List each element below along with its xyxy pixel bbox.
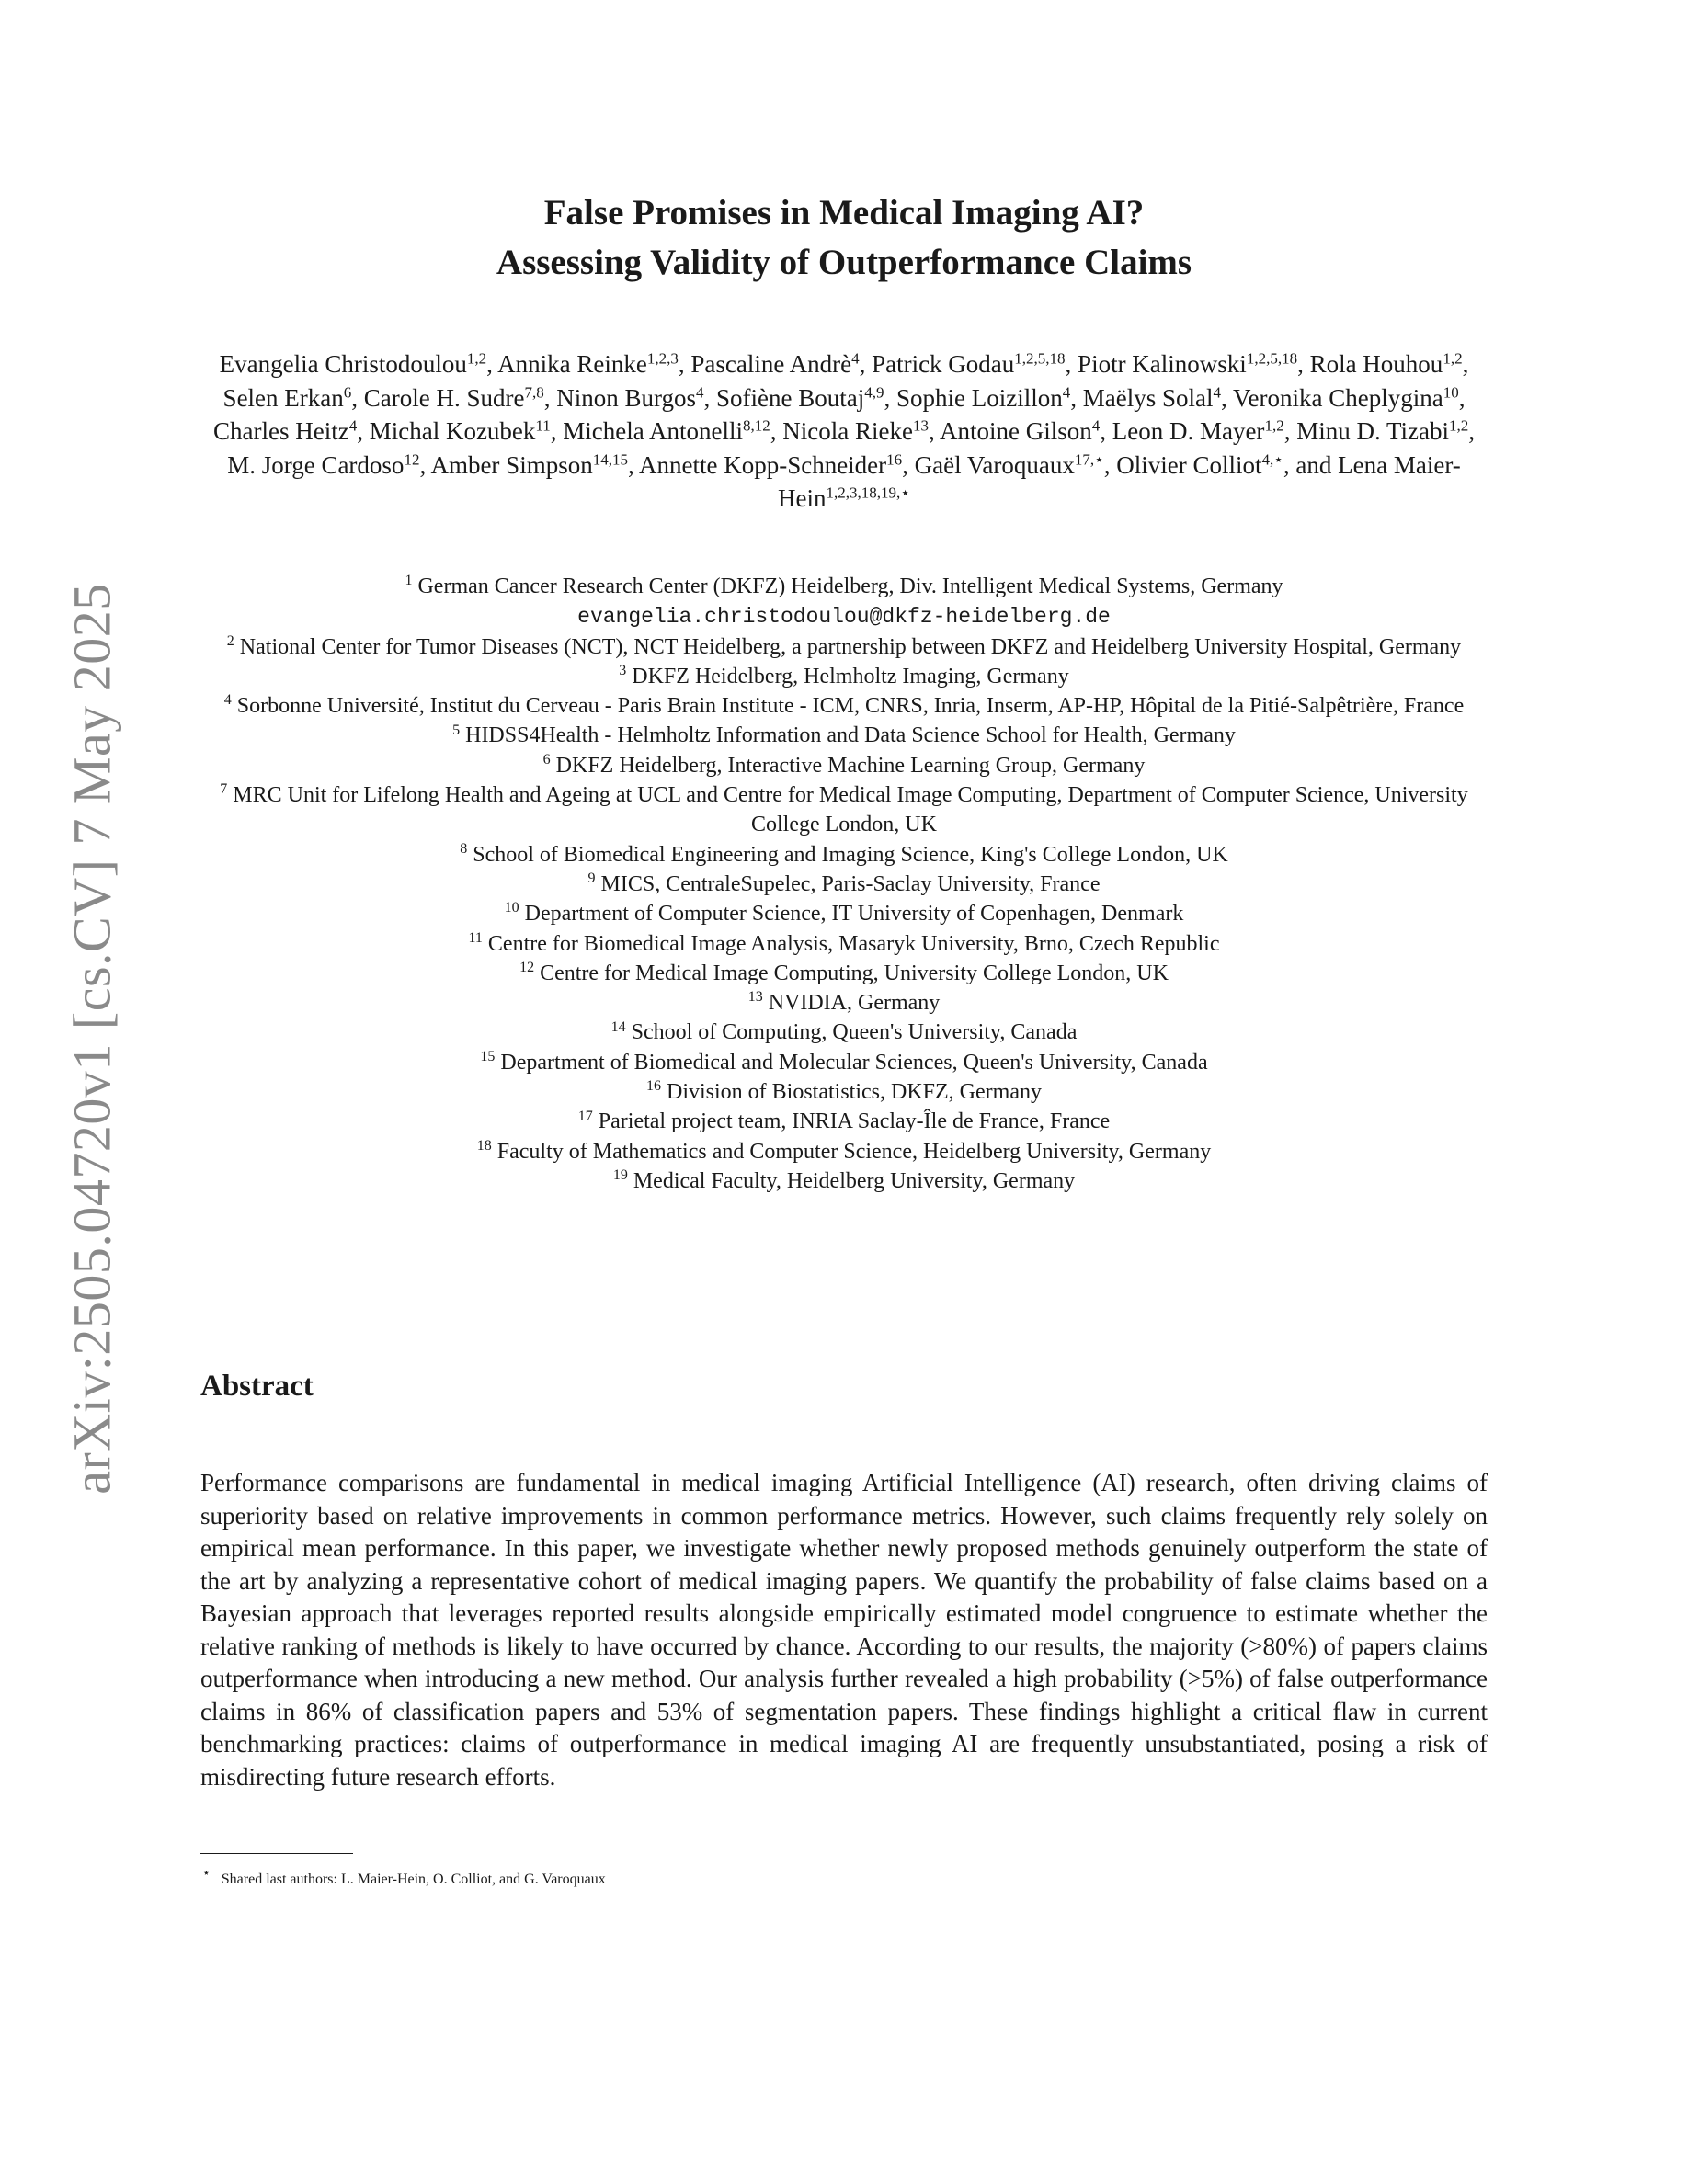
author-affiliation-marker: 1,2,3 — [646, 349, 679, 368]
author-affiliation-marker: 4 — [851, 349, 860, 368]
author-affiliation-marker: 17,⋆ — [1074, 450, 1104, 469]
affiliation-item — [200, 572, 1488, 601]
affiliation-text: German Cancer Research Center (DKFZ) Heidelberg, Div. Intelligent Medical Systems, Germany — [417, 574, 1283, 598]
author — [1296, 417, 1468, 445]
affiliation-item — [200, 1048, 1488, 1077]
author-name: Selen Erkan — [222, 383, 344, 412]
affiliation-number: 1 — [405, 573, 413, 589]
affiliation-text: Medical Faculty, Heidelberg University, Germany — [633, 1168, 1076, 1193]
affiliation-number: 13 — [747, 989, 763, 1006]
author-conjunction: and — [1295, 450, 1332, 479]
affiliation-item — [200, 751, 1488, 780]
author-name: Rola Houhou — [1309, 350, 1443, 378]
email-text: evangelia.christodoulou@dkfz-heidelberg.de — [577, 605, 1111, 630]
affiliation-number: 17 — [577, 1108, 593, 1124]
author — [915, 451, 1104, 479]
paper-title — [200, 188, 1488, 288]
affiliation-number: 5 — [452, 722, 461, 738]
author-name: Sofiène Boutaj — [716, 383, 865, 412]
author — [1116, 451, 1283, 479]
author — [1078, 350, 1297, 378]
affiliation-list — [200, 572, 1488, 1196]
affiliation-text: Sorbonne Université, Institut du Cerveau - Paris Brain Institute - ICM, CNRS, Inria, Inserm, AP-HP, Hôpital de la Pitié-Salpêtrière, France — [236, 694, 1465, 719]
author-list: Evangelia Christodoulou$^{1,2}$, Annika Reinke$^{1,2,3}$, Pascaline Andrè$^4$, Patrick Godau$^{1,2,5,18}$, Piotr Kalinowski$^{1,2,5,18}$, Rola Houhou$^{1,2}$, Selen Erkan$^6$, Carole H. Sudre$^{7,8}$, Ninon Burgos$^4$, Sofiène Boutaj$^{4,9}$, Sophie Loizillon$^4$, Maëlys Solal$^4$, Veronika Cheplygina$^{10}$, Charles Heitz$^4$, Michal Kozubek$^{11}$, Michela Antonelli$^{8,12}$, Nicola Rieke$^{13}$, Antoine Gilson$^4$, Leon D. Mayer$^{1,2}$, Minu D. Tizabi$^{1,2}$, M. Jorge Cardoso$^{12}$, Amber Simpson$^{14,15}$, Annette Kopp-Schneider$^{16}$, Gaël Varoquaux$^{17,⋆}$, Olivier Colliot$^{4,⋆}$, and Lena Maier-Hein$^{1,2,3,18,19,⋆}$ — [213, 349, 1475, 512]
author-affiliation-marker: 7,8 — [524, 383, 544, 402]
author-affiliation-marker: 1,2,3,18,19,⋆ — [826, 483, 910, 502]
author-name: Evangelia Christodoulou — [219, 350, 467, 378]
affiliation-text: Department of Computer Science, IT University of Copenhagen, Denmark — [524, 902, 1184, 927]
affiliation-item — [200, 1077, 1488, 1107]
affiliation-number: 12 — [519, 960, 535, 976]
author — [1112, 417, 1284, 445]
author — [556, 384, 703, 412]
author-name: Patrick Godau — [872, 350, 1015, 378]
author-affiliation-marker: 1,2,5,18 — [1246, 349, 1298, 368]
author-name: Amber Simpson — [430, 450, 593, 479]
author-affiliation-marker: 6 — [343, 383, 352, 402]
author — [872, 350, 1065, 378]
affiliation-number: 18 — [476, 1137, 492, 1154]
affiliation-number: 2 — [226, 632, 234, 649]
author-name: Carole H. Sudre — [363, 383, 525, 412]
author-affiliation-marker: 4,⋆ — [1261, 450, 1283, 469]
affiliation-number: 8 — [460, 840, 468, 857]
affiliation-text: Centre for Medical Image Computing, University College London, UK — [540, 961, 1169, 985]
affiliation-text: MICS, CentraleSupelec, Paris-Saclay University, France — [600, 871, 1101, 896]
author-affiliation-marker: 1,2 — [1443, 349, 1463, 368]
affiliation-number: 16 — [646, 1078, 661, 1095]
affiliation-number: 4 — [223, 692, 232, 709]
abstract-heading: Abstract — [200, 1370, 314, 1403]
affiliation-number: 15 — [480, 1048, 496, 1064]
affiliation-item — [200, 721, 1488, 750]
affiliation-number: 6 — [542, 751, 551, 768]
author-affiliation-marker: 4,9 — [864, 383, 884, 402]
affiliation-text: National Center for Tumor Diseases (NCT), NCT Heidelberg, a partnership between DKFZ and Heidelberg University Hospital, Germany — [239, 634, 1462, 659]
affiliation-text: DKFZ Heidelberg, Interactive Machine Learning Group, Germany — [555, 753, 1146, 778]
author-name: M. Jorge Cardoso — [227, 450, 405, 479]
affiliation-text: Faculty of Mathematics and Computer Science, Heidelberg University, Germany — [496, 1139, 1212, 1164]
author — [896, 384, 1070, 412]
affiliation-number: 9 — [587, 870, 596, 887]
author-name: Lena Maier-Hein — [778, 450, 1461, 512]
author-affiliation-marker: 16 — [886, 450, 903, 469]
author-affiliation-marker: 4 — [696, 383, 704, 402]
author — [364, 384, 544, 412]
author-name: Gaël Varoquaux — [914, 450, 1075, 479]
affiliation-number: 11 — [468, 929, 483, 946]
author-affiliation-marker: 1,2 — [1448, 416, 1469, 435]
author — [639, 451, 902, 479]
affiliation-text: Division of Biostatistics, DKFZ, Germany — [667, 1080, 1042, 1105]
author-name: Michal Kozubek — [369, 417, 536, 445]
author-name: Sophie Loizillon — [895, 383, 1063, 412]
author-affiliation-marker: 8,12 — [743, 416, 770, 435]
affiliation-text: NVIDIA, Germany — [768, 991, 941, 1016]
author — [940, 417, 1100, 445]
author-affiliation-marker: 10 — [1443, 383, 1459, 402]
author-affiliation-marker: 1,2,5,18 — [1014, 349, 1066, 368]
affiliation-text: Department of Biomedical and Molecular Sciences, Queen's University, Canada — [500, 1050, 1208, 1075]
author — [227, 451, 419, 479]
author-name: Maëlys Solal — [1082, 383, 1214, 412]
affiliation-item — [200, 632, 1488, 662]
affiliation-item — [200, 988, 1488, 1018]
footnote-rule — [200, 1853, 353, 1854]
abstract-text: Performance comparisons are fundamental in medical imaging Artificial Intelligence (AI) research, often driving claims of superiority based on relative improvements in common performance metrics. However, such claims frequently rely solely on empirical mean performance. In this paper, we investigate whether newly proposed methods genuinely outperform the state of the art by analyzing a representative cohort of medical imaging papers. We quantify the probability of false claims based on a Bayesian approach that leverages reported results alongside empirically estimated model congruence to estimate whether the relative ranking of methods is likely to have occurred by chance. According to our results, the majority (>80%) of papers claims outperformance when introducing a new method. Our analysis further revealed a high probability (>5%) of false outperformance claims in 86% of classification papers and 53% of segmentation papers. These findings highlight a critical flaw in current benchmarking practices: claims of outperformance in medical imaging AI are frequently unsubstantiated, posing a risk of misdirecting future research efforts. — [200, 1469, 1488, 1791]
author-affiliation-marker: 1,2 — [466, 349, 487, 368]
author-name: Annette Kopp-Schneider — [638, 450, 887, 479]
affiliation-item — [200, 870, 1488, 899]
affiliation-number: 3 — [619, 663, 627, 679]
author — [1310, 350, 1463, 378]
author — [220, 350, 486, 378]
affiliation-text: MRC Unit for Lifelong Health and Ageing at UCL and Centre for Medical Image Computing, Department of Computer Science, University College London, UK — [233, 783, 1468, 837]
author-affiliation-marker: 12 — [404, 450, 420, 469]
author — [430, 451, 628, 479]
affiliation-item — [200, 1018, 1488, 1047]
affiliation-item — [200, 840, 1488, 870]
author-name: Nicola Rieke — [782, 417, 913, 445]
affiliation-item — [200, 1166, 1488, 1196]
author-affiliation-marker: 4 — [1062, 383, 1071, 402]
author-affiliation-marker: 13 — [912, 416, 929, 435]
author-affiliation-marker: 14,15 — [592, 450, 628, 469]
author — [1083, 384, 1221, 412]
title-line-2: Assessing Validity of Outperformance Claims — [496, 243, 1192, 282]
affiliation-item — [200, 662, 1488, 691]
affiliation-text: Parietal project team, INRIA Saclay-Île de France, France — [598, 1109, 1111, 1134]
author-name: Veronika Cheplygina — [1232, 383, 1443, 412]
arxiv-identifier: arXiv:2505.04720v1 [cs.CV] 7 May 2025 — [62, 583, 122, 1495]
author-name: Annika Reinke — [497, 350, 647, 378]
affiliation-item — [200, 1107, 1488, 1136]
footnote-symbol: ⋆ — [202, 1867, 211, 1881]
footnote — [202, 1866, 606, 1888]
affiliation-text: School of Computing, Queen's University, Canada — [631, 1020, 1078, 1045]
author-affiliation-marker: 4 — [1091, 416, 1101, 435]
author-name: Minu D. Tizabi — [1296, 417, 1449, 445]
author — [213, 417, 357, 445]
author — [563, 417, 770, 445]
author — [690, 350, 859, 378]
affiliation-number: 10 — [504, 900, 519, 916]
affiliation-number: 19 — [612, 1167, 628, 1184]
author-name: Leon D. Mayer — [1112, 417, 1265, 445]
author-name: Pascaline Andrè — [690, 350, 852, 378]
affiliation-item — [200, 899, 1488, 928]
author-name: Piotr Kalinowski — [1078, 350, 1247, 378]
author — [782, 417, 929, 445]
author — [716, 384, 884, 412]
author-name: Ninon Burgos — [556, 383, 696, 412]
author-affiliation-marker: 1,2 — [1264, 416, 1284, 435]
author-affiliation-marker: 11 — [535, 416, 551, 435]
author-affiliation-marker: 4 — [1213, 383, 1221, 402]
affiliation-item — [200, 1137, 1488, 1166]
affiliation-item — [200, 691, 1488, 721]
footnote-text: Shared last authors: L. Maier-Hein, O. Colliot, and G. Varoquaux — [221, 1871, 606, 1887]
contact-email — [200, 601, 1488, 631]
author — [370, 417, 551, 445]
author-name: Olivier Colliot — [1116, 450, 1262, 479]
affiliation-item — [200, 959, 1488, 988]
affiliation-number: 7 — [220, 781, 228, 798]
author-affiliation-marker: 4 — [348, 416, 358, 435]
affiliation-item — [200, 780, 1488, 840]
affiliation-item — [200, 929, 1488, 959]
author — [497, 350, 679, 378]
author — [223, 384, 352, 412]
affiliation-text: HIDSS4Health - Helmholtz Information and Data Science School for Health, Germany — [465, 723, 1236, 748]
affiliation-number: 14 — [610, 1018, 626, 1035]
title-line-1: False Promises in Medical Imaging AI? — [543, 193, 1145, 233]
affiliation-text: DKFZ Heidelberg, Helmholtz Imaging, Germany — [632, 664, 1069, 688]
author-name: Antoine Gilson — [939, 417, 1092, 445]
author-name: Charles Heitz — [213, 417, 349, 445]
author — [1233, 384, 1459, 412]
author-name: Michela Antonelli — [563, 417, 744, 445]
affiliation-text: Centre for Biomedical Image Analysis, Masaryk University, Brno, Czech Republic — [487, 931, 1220, 956]
affiliation-text: School of Biomedical Engineering and Imaging Science, King's College London, UK — [473, 842, 1228, 867]
